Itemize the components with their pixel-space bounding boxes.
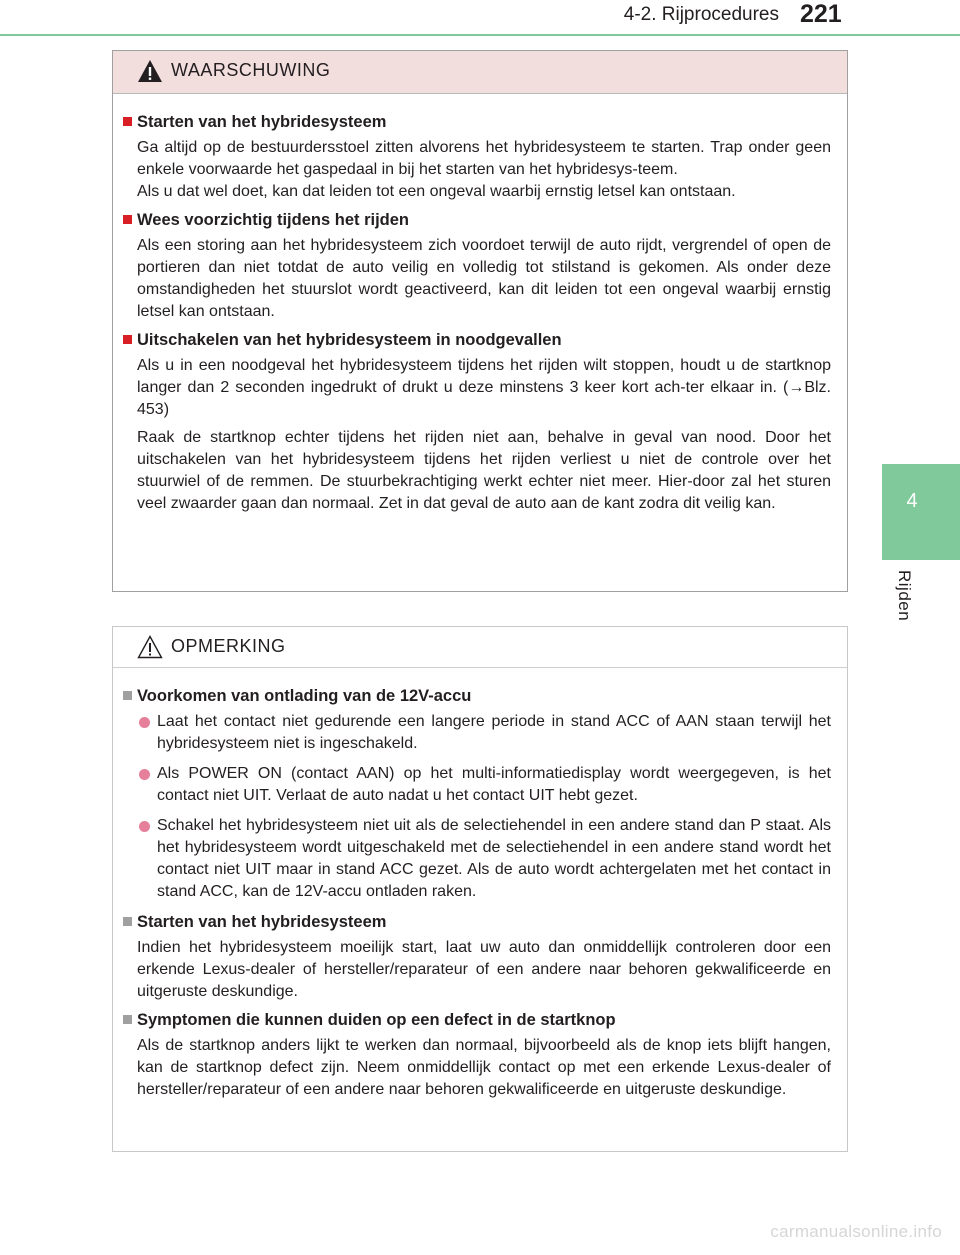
header-divider	[0, 34, 960, 36]
square-bullet-icon	[123, 215, 132, 224]
warning-header	[113, 51, 847, 94]
warning-triangle-icon	[137, 59, 163, 83]
caution-triangle-icon	[137, 635, 163, 659]
square-bullet-icon	[123, 1015, 132, 1024]
note-section	[123, 1009, 831, 1101]
watermark: carmanualsonline.info	[770, 1222, 942, 1241]
warning-title: WAARSCHUWING	[171, 60, 331, 80]
section-heading: Starten van het hybridesysteem	[123, 911, 831, 933]
list-item: Schakel het hybridesysteem niet uit als de selectiehendel in een andere stand dan P staat. Als het hybridesysteem wordt uitgeschakeld met de selectiehendel in een andere stand wordt het contact niet UIT maar in stand ACC gezet. Als de auto wordt achtergelaten met het contact in stand ACC, kan de 12V-accu ontladen raken.	[137, 815, 831, 903]
section-heading: Voorkomen van ontlading van de 12V-accu	[123, 685, 831, 707]
note-title: OPMERKING	[171, 636, 286, 656]
warning-section	[123, 111, 831, 203]
page-number: 221	[800, 0, 842, 28]
note-section	[123, 911, 831, 1003]
section-heading: Wees voorzichtig tijdens het rijden	[123, 209, 831, 231]
paragraph: Als een storing aan het hybridesysteem zich voordoet terwijl de auto rijdt, vergrendel of open de portieren dan niet totdat de auto veilig en volledig tot stilstand is gekomen. Als onder deze omstandigheden het stuurslot wordt geactiveerd, kan dit leiden tot een ongeval waarbij ernstig letsel kan ontstaan.	[137, 237, 831, 320]
paragraph: Ga altijd op de bestuurdersstoel zitten alvorens het hybridesysteem te starten. Trap onder geen enkele voorwaarde het gaspedaal in bij het starten van het hybridesys-teem.	[137, 139, 831, 178]
circle-bullet-icon	[139, 717, 150, 728]
paragraph: Raak de startknop echter tijdens het rijden niet aan, behalve in geval van nood. Door het uitschakelen van het hybridesysteem tijdens het rijden verliest u niet de controle over het stuurwiel of de remmen. De stuurbekrachtiging werkt echter niet meer. Hier-door zal het sturen veel zwaarder gaan dan normaal. Zet in dat geval de auto aan de kant zodra dit veilig kan.	[137, 429, 831, 512]
square-bullet-icon	[123, 917, 132, 926]
note-section	[123, 685, 831, 903]
square-bullet-icon	[123, 691, 132, 700]
circle-bullet-icon	[139, 821, 150, 832]
chapter-title	[888, 570, 928, 650]
section-heading: Symptomen die kunnen duiden op een defect in de startknop	[123, 1009, 831, 1031]
paragraph: Indien het hybridesysteem moeilijk start, laat uw auto dan onmiddellijk controleren door een erkende Lexus-dealer of hersteller/reparateur of een andere naar behoren gekwalificeerde en uitgeruste deskundige.	[137, 939, 831, 1000]
square-bullet-icon	[123, 335, 132, 344]
warning-box	[112, 50, 848, 592]
section-heading: Starten van het hybridesysteem	[123, 111, 831, 133]
paragraph: Als de startknop anders lijkt te werken dan normaal, bijvoorbeeld als de knop iets blijft hangen, kan de startknop defect zijn. Neem onmiddellijk contact op met een erkende Lexus-dealer of hersteller/reparateur of een andere naar behoren gekwalificeerde en uitgeruste deskundige.	[137, 1037, 831, 1098]
note-box	[112, 626, 848, 1152]
chapter-number: 4	[906, 490, 918, 512]
square-bullet-icon	[123, 117, 132, 126]
section-heading: Uitschakelen van het hybridesysteem in noodgevallen	[123, 329, 831, 351]
warning-content	[123, 111, 831, 521]
paragraph: Als u in een noodgeval het hybridesysteem tijdens het rijden wilt stoppen, houdt u de startknop langer dan 2 seconden ingedrukt of drukt u deze minstens 3 keer kort ach-ter elkaar in. (→Blz. 453)	[137, 357, 831, 418]
warning-section	[123, 329, 831, 515]
note-content	[123, 685, 831, 1107]
list-item: Als POWER ON (contact AAN) op het multi-informatiedisplay wordt weergegeven, is het contact niet UIT. Verlaat de auto nadat u het contact UIT hebt gezet.	[137, 763, 831, 807]
circle-bullet-icon	[139, 769, 150, 780]
list-item: Laat het contact niet gedurende een langere periode in stand ACC of AAN staan terwijl het hybridesysteem niet is ingeschakeld.	[137, 711, 831, 755]
paragraph: Als u dat wel doet, kan dat leiden tot een ongeval waarbij ernstig letsel kan ontstaan.	[137, 183, 736, 200]
note-header	[113, 627, 847, 668]
warning-section	[123, 209, 831, 323]
section-title: 4-2. Rijprocedures	[623, 4, 779, 25]
chapter-title-text: Rijden	[895, 570, 914, 622]
